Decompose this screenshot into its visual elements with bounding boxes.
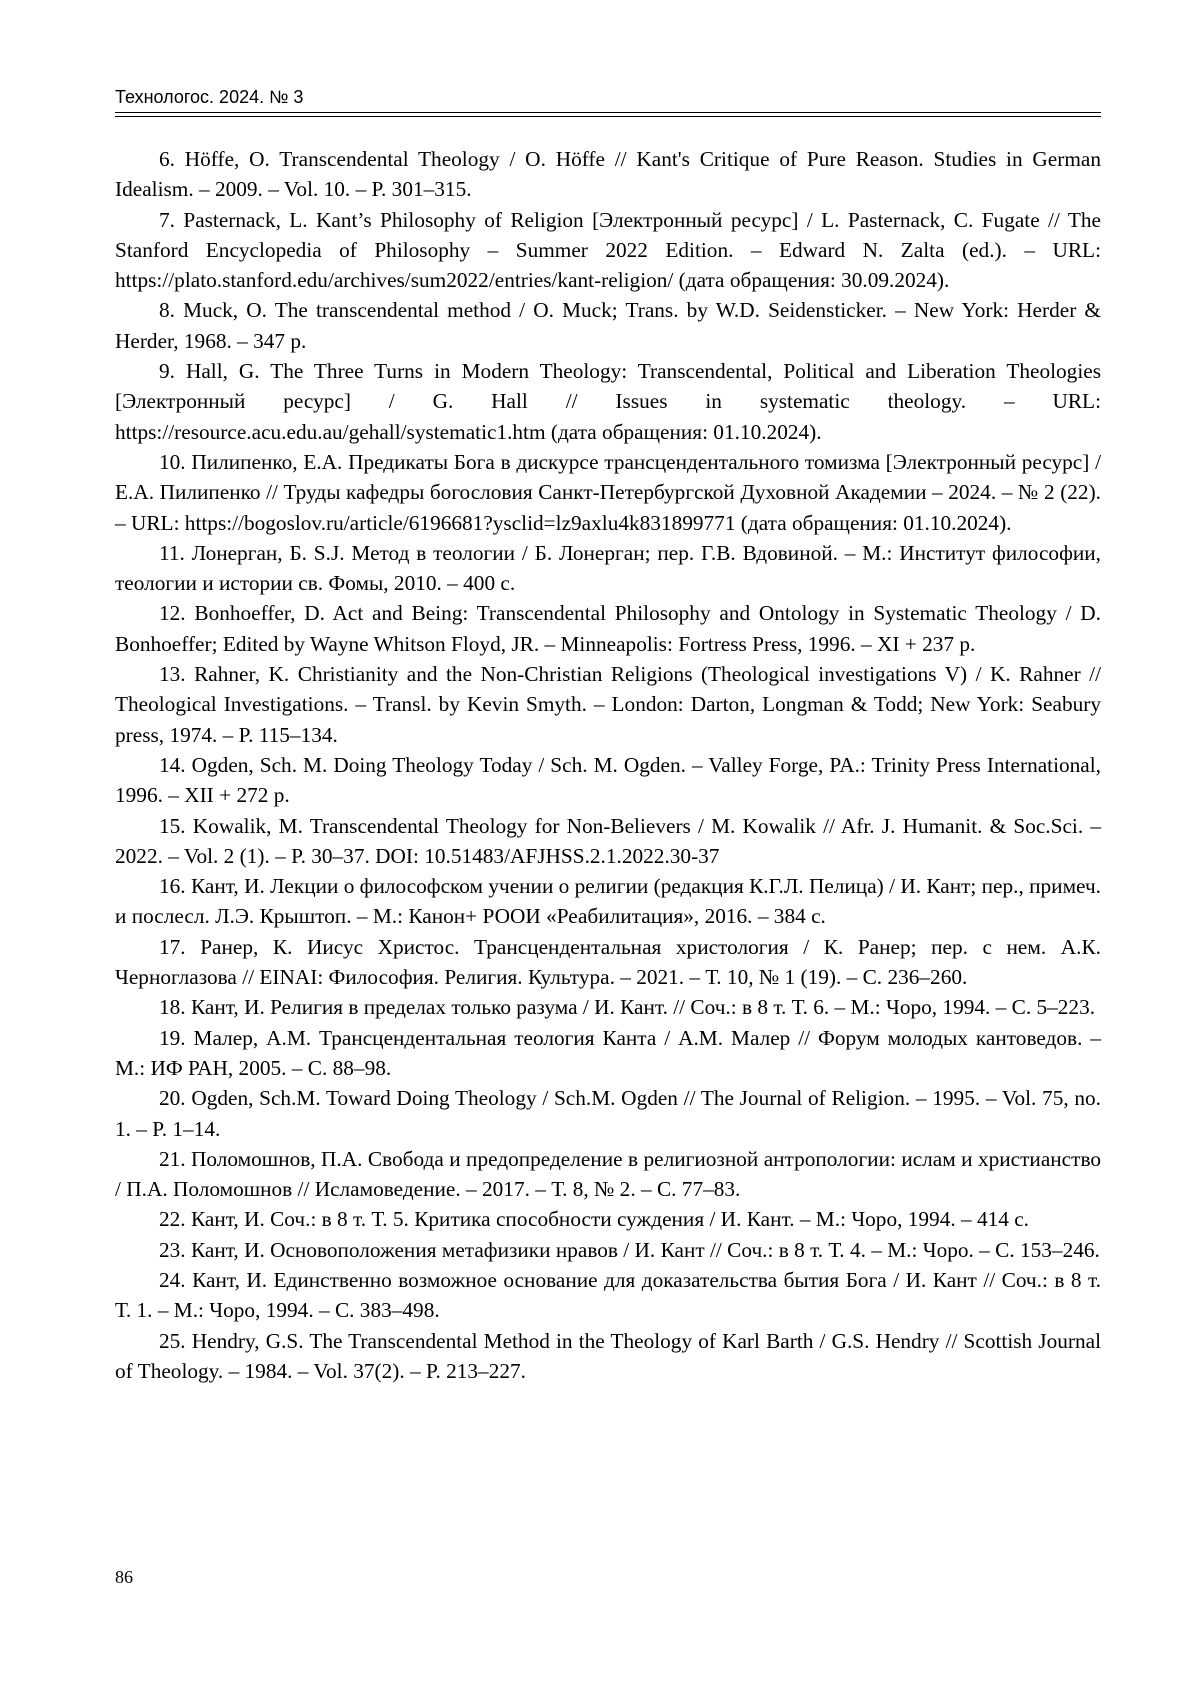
reference-item: 14. Ogden, Sch. M. Doing Theology Today / Sch. M. Ogden. – Valley Forge, PA.: Trinity Press International, 1996. – XII + 272 p. (115, 752, 1101, 808)
reference-item: 11. Лонерган, Б. S.J. Метод в теологии / Б. Лонерган; пер. Г.В. Вдовиной. – М.: Институт философии, теологии и истории св. Фомы, 2010. – 400 с. (115, 540, 1101, 596)
reference-item: 10. Пилипенко, Е.А. Предикаты Бога в дискурсе трансцендентального томизма [Электронный ресурс] / Е.А. Пилипенко // Труды кафедры богословия Санкт-Петербургской Духовной Академии – 2024. – № 2 (22). – URL: https://bogoslov.ru/article/6196681?ysclid=lz9axlu4k831899771 (дата обращения: 01.10.2024). (115, 449, 1101, 535)
page-number: 86 (115, 1567, 133, 1587)
reference-item: 19. Малер, А.М. Трансцендентальная теология Канта / А.М. Малер // Форум молодых кантоведов. – М.: ИФ РАН, 2005. – С. 88–98. (115, 1025, 1101, 1080)
reference-item: 24. Кант, И. Единственно возможное основание для доказательства бытия Бога / И. Кант // Соч.: в 8 т. Т. 1. – М.: Чоро, 1994. – С. 383–498. (115, 1267, 1101, 1323)
reference-item: 16. Кант, И. Лекции о философском учении о религии (редакция К.Г.Л. Пелица) / И. Кант; пер., примеч. и послесл. Л.Э. Крыштоп. – М.: Канон+ РООИ «Реабилитация», 2016. – 384 с. (115, 874, 1102, 929)
reference-list (115, 144, 1101, 1386)
reference-item: 13. Rahner, K. Christianity and the Non-Christian Religions (Theological investigations V) / K. Rahner // Theological Investigations. – Transl. by Kevin Smyth. – London: Darton, Longman & Todd; New York: Seabury press, 1974. – P. 115–134. (115, 662, 1101, 747)
reference-item: 20. Ogden, Sch.M. Toward Doing Theology / Sch.M. Ogden // The Journal of Religion. – 1995. – Vol. 75, no. 1. – P. 1–14. (115, 1086, 1101, 1141)
reference-item: 9. Hall, G. The Three Turns in Modern Theology: Transcendental, Political and Liberation Theologies [Электронный ресурс] / G. Hall // Issues in systematic theology. – URL: https://resource.acu.edu.au/gehall/systematic1.htm (дата обращения: 01.10.2024). (115, 359, 1101, 444)
reference-item: 15. Kowalik, M. Transcendental Theology for Non-Believers / M. Kowalik // Afr. J. Humanit. & Soc.Sci. – 2022. – Vol. 2 (1). – P. 30–37. DOI: 10.51483/AFJHSS.2.1.2022.30-37 (115, 813, 1101, 868)
reference-item: 23. Кант, И. Основоположения метафизики нравов / И. Кант // Соч.: в 8 т. Т. 4. – М.: Чоро. – С. 153–246. (159, 1237, 1100, 1262)
reference-item: 22. Кант, И. Соч.: в 8 т. Т. 5. Критика способности суждения / И. Кант. – М.: Чоро, 1994. – 414 с. (159, 1207, 1030, 1232)
header-rule-top (115, 112, 1101, 113)
reference-item: 17. Ранер, К. Иисус Христос. Трансцендентальная христология / К. Ранер; пер. с нем. А.К. Черноглазова // EINAI: Философия. Религия. Культура. – 2021. – Т. 10, № 1 (19). – С. 236–260. (115, 934, 1101, 990)
reference-item: 7. Pasternack, L. Kant’s Philosophy of Religion [Электронный ресурс] / L. Pasternack, C. Fugate // The Stanford Encyclopedia of Philosophy – Summer 2022 Edition. – Edward N. Zalta (ed.). – URL: https://plato.stanford.edu/archives/sum2022/entries/kant-religion/ (дата обращения: 30.09.2024). (115, 207, 1101, 293)
running-header: Технологос. 2024. № 3 (115, 87, 304, 107)
reference-item: 21. Поломошнов, П.А. Свобода и предопределение в религиозной антропологии: ислам и христианство / П.А. Поломошнов // Исламоведение. – 2017. – Т. 8, № 2. – С. 77–83. (115, 1146, 1101, 1202)
header-rule-bottom (115, 116, 1101, 117)
reference-item: 6. Höffe, O. Transcendental Theology / O. Höffe // Kant's Critique of Pure Reason. Studies in German Idealism. – 2009. – Vol. 10. – P. 301–315. (115, 147, 1101, 202)
reference-item: 8. Muck, O. The transcendental method / O. Muck; Trans. by W.D. Seidensticker. – New York: Herder & Herder, 1968. – 347 p. (115, 298, 1101, 353)
reference-item: 18. Кант, И. Религия в пределах только разума / И. Кант. // Соч.: в 8 т. Т. 6. – М.: Чоро, 1994. – С. 5–223. (159, 995, 1096, 1020)
reference-item: 25. Hendry, G.S. The Transcendental Method in the Theology of Karl Barth / G.S. Hendry // Scottish Journal of Theology. – 1984. – Vol. 37(2). – P. 213–227. (115, 1328, 1101, 1383)
reference-item: 12. Bonhoeffer, D. Act and Being: Transcendental Philosophy and Ontology in Systematic Theology / D. Bonhoeffer; Edited by Wayne Whitson Floyd, JR. – Minneapolis: Fortress Press, 1996. – XI + 237 p. (115, 601, 1101, 656)
